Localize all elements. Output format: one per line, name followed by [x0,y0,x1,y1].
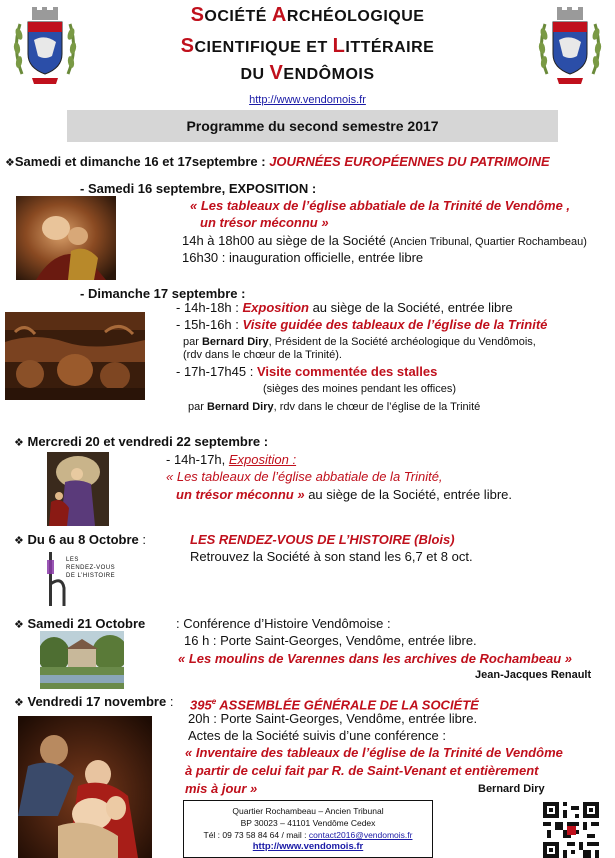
line-rest: , rdv dans le chœur de l’église de la Trinité [273,401,481,413]
event-1b-line-4: (rdv dans le chœur de la Trinité). [183,349,342,361]
event-5-speaker: Bernard Diry [478,783,545,795]
event-1b-line-2 [176,317,547,333]
title-line-3 [0,62,615,86]
title-rest: OCIÉTÉ [204,8,272,25]
line-pre: par [183,336,202,348]
line-emphasis: Exposition : [228,452,297,467]
line-rest: au siège de la Société, entrée libre [308,300,513,315]
line-time: - 15h-16h : [176,317,243,332]
event-1a-line-1 [182,233,587,249]
footer-address-2: BP 30023 – 41101 Vendôme Cedex [240,818,376,828]
event-colon: : [166,694,174,709]
event-5-line-1: 20h : Porte Saint-Georges, Vendôme, entrée libre. [188,711,478,726]
event-3-line: Retrouvez la Société à son stand les 6,7 et 8 oct. [190,549,473,564]
title-rest: ENDÔMOIS [283,66,375,83]
painting-thumbnail-3 [18,716,152,858]
event-date: Du 6 au 8 Octobre [27,532,139,547]
footer-phone: Tél : 09 73 58 84 64 / mail : [203,830,309,840]
line-emphasis: Exposition [242,300,309,315]
event-date: Samedi 21 Octobre [27,616,146,631]
logo-text-2: RENDEZ-VOUS [66,565,116,571]
bullet-diamond-icon: ❖ [5,157,15,169]
bullet-diamond-icon: ❖ [14,535,24,547]
title-cap: A [271,4,287,26]
qr-code[interactable] [543,802,599,858]
title-cap: V [269,62,284,84]
event-2-quote-line-2 [176,487,512,503]
line-emphasis: Visite commentée des stalles [256,364,438,379]
header-url-link[interactable]: http://www.vendomois.fr [249,94,366,106]
event-1b-line-7 [188,400,480,414]
footer-email-link[interactable]: contact2016@vendomois.fr [308,830,413,840]
event-4-intro: : Conférence d’Histoire Vendômoise : [176,616,391,631]
event-2-heading [14,434,268,451]
event-2-quote-line-1: « Les tableaux de l’église abbatiale de la Trinité, [166,469,443,484]
title-rest: CIENTIFIQUE ET [194,39,333,56]
logo-text-1: LES [66,557,79,563]
speaker-name: Bernard Diry [201,336,269,348]
event-1b-heading: - Dimanche 17 septembre : [80,286,246,301]
line-time: - 14h-18h : [176,300,243,315]
event-date: Mercredi 20 et vendredi 22 septembre : [27,434,269,449]
event-4-speaker: Jean-Jacques Renault [475,669,592,681]
footer-url-link[interactable]: http://www.vendomois.fr [252,841,364,852]
event-1a-quote-line-2: un trésor méconnu » [200,215,329,230]
line-emphasis: Visite guidée des tableaux de l’église de la Trinité [242,317,548,332]
title-rest: RCHÉOLOGIQUE [286,8,425,25]
qr-code-icon [543,802,599,858]
event-1a-quote-line-1: « Les tableaux de l’église abbatiale de la Trinité de Vendôme , [190,198,571,213]
event-date: Samedi et dimanche 16 et 17septembre : [14,154,270,169]
event-5-line-2: Actes de la Société suivis d’une conférence : [188,728,446,743]
bullet-diamond-icon: ❖ [14,697,24,709]
title-line-2 [0,35,615,59]
event-3-title: LES RENDEZ-VOUS DE L’HISTOIRE (Blois) [190,532,455,547]
event-2-line-1 [166,452,296,468]
title-line-1 [0,4,615,28]
title-rest: DU [240,66,270,83]
line-rest: au siège de la Société, entrée libre. [304,487,512,502]
rvh-logo-icon [46,550,68,608]
event-5-heading [14,694,173,711]
logo-text-3: DE L’HISTOIRE [66,573,116,579]
event-1b-line-6: (sièges des moines pendant les offices) [263,383,457,395]
title-rest: ITTÉRAIRE [345,39,435,56]
event-1a-line-2: 16h30 : inauguration officielle, entrée libre [182,250,424,265]
event-1-heading [5,154,550,171]
line-emphasis: un trésor méconnu » [176,487,305,502]
event-5-quote-line-3: mis à jour » [185,781,258,796]
title-cap: L [332,35,346,57]
event-date: Vendredi 17 novembre [27,694,167,709]
footer-contact [184,829,432,841]
bullet-diamond-icon: ❖ [14,619,24,631]
bullet-diamond-icon: ❖ [14,437,24,449]
painting-thumbnail-1 [16,196,116,280]
event-1a-heading: - Samedi 16 septembre, EXPOSITION : [80,181,317,196]
line-small: (Ancien Tribunal, Quartier Rochambeau) [389,236,587,248]
event-5-quote-line-2: à partir de celui fait par R. de Saint-Venant et entièrement [185,763,539,778]
line-main: 14h à 18h00 au siège de la Société [182,233,390,248]
assembly-title: ASSEMBLÉE GÉNÉRALE DE LA SOCIÉTÉ [216,697,479,713]
speaker-name: Bernard Diry [206,401,274,413]
event-5-quote-line-1: « Inventaire des tableaux de l’église de la Trinité de Vendôme [185,745,563,760]
contact-box [183,800,433,858]
line-time: - 14h-17h, [166,452,229,467]
assembly-number-suffix: e [211,697,217,706]
painting-thumbnail-2 [47,452,109,526]
event-4-line: 16 h : Porte Saint-Georges, Vendôme, entrée libre. [184,633,477,648]
title-cap: S [180,35,195,57]
event-1b-line-3 [183,335,536,349]
event-3-heading [14,532,146,549]
assembly-number: 395 [190,697,212,713]
stalls-photo [5,312,145,400]
line-rest: , Président de la Société archéologique du Vendômois, [268,336,536,348]
event-1b-line-1 [176,300,513,316]
line-pre: par [188,401,207,413]
event-1b-line-5 [176,364,437,380]
line-time: - 17h-17h45 : [176,364,257,379]
program-banner: Programme du second semestre 2017 [67,110,558,142]
rendez-vous-histoire-logo [46,550,116,610]
event-4-quote: « Les moulins de Varennes dans les archives de Rochambeau » [178,651,573,666]
event-colon: : [138,532,146,547]
event-title: JOURNÉES EUROPÉENNES DU PATRIMOINE [269,154,550,169]
footer-address-1: Quartier Rochambeau – Ancien Tribunal [232,806,384,816]
title-cap: S [190,4,205,26]
mill-photo [40,631,124,689]
